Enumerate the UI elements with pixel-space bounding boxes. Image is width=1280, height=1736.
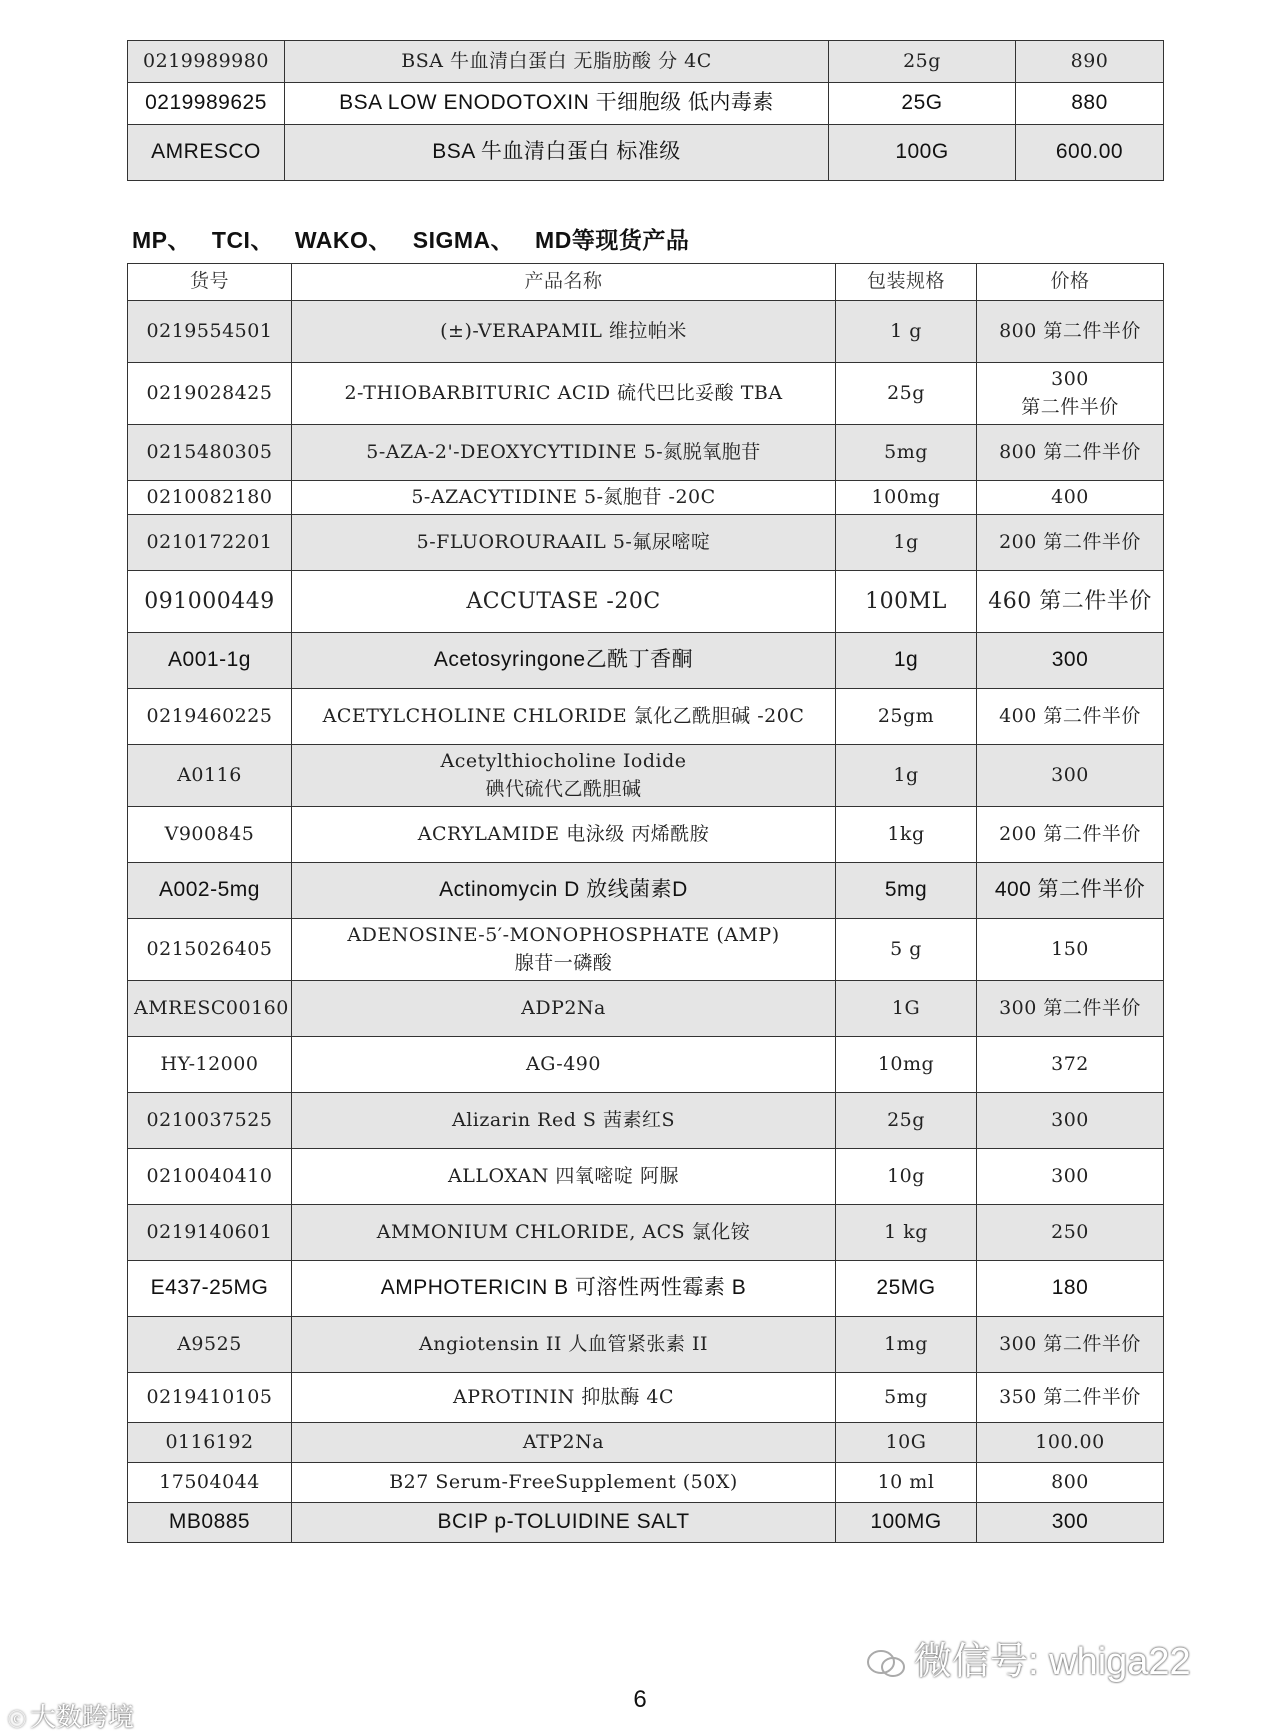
page-number: 6 bbox=[633, 1686, 647, 1713]
cell-size: 1kg bbox=[836, 807, 977, 863]
wechat-icon bbox=[866, 1649, 906, 1679]
cell-price: 460 第二件半价 bbox=[977, 571, 1164, 633]
cell-price: 300 bbox=[977, 1503, 1164, 1543]
cell-code: 0210037525 bbox=[128, 1093, 292, 1149]
table-row bbox=[128, 689, 1164, 745]
cell-price: 880 bbox=[1016, 83, 1164, 125]
cell-name: AMMONIUM CHLORIDE, ACS 氯化铵 bbox=[292, 1205, 836, 1261]
cell-name: Actinomycin D 放线菌素D bbox=[292, 863, 836, 919]
cell-code: E437-25MG bbox=[128, 1261, 292, 1317]
cell-name: 5-AZA-2'-DEOXYCYTIDINE 5-氮脱氧胞苷 bbox=[292, 425, 836, 481]
cell-name: BCIP p-TOLUIDINE SALT bbox=[292, 1503, 836, 1543]
cell-size: 25g bbox=[836, 363, 977, 425]
cell-price: 800 bbox=[977, 1463, 1164, 1503]
cell-name: AG-490 bbox=[292, 1037, 836, 1093]
cell-size: 1g bbox=[836, 515, 977, 571]
table-row bbox=[128, 1205, 1164, 1261]
table-row bbox=[128, 1093, 1164, 1149]
watermark-right-text: 微信号: whiga22 bbox=[914, 1641, 1191, 1683]
cell-code: A001-1g bbox=[128, 633, 292, 689]
cell-name: ACCUTASE -20C bbox=[292, 571, 836, 633]
cell-code: 0215026405 bbox=[128, 919, 292, 981]
cell-code: MB0885 bbox=[128, 1503, 292, 1543]
header-name: 产品名称 bbox=[292, 264, 836, 301]
cell-size: 100MG bbox=[836, 1503, 977, 1543]
cell-name: ACETYLCHOLINE CHLORIDE 氯化乙酰胆碱 -20C bbox=[292, 689, 836, 745]
table-row bbox=[128, 745, 1164, 807]
cell-code: 17504044 bbox=[128, 1463, 292, 1503]
header-size: 包装规格 bbox=[836, 264, 977, 301]
cell-price: 890 bbox=[1016, 41, 1164, 83]
table-row bbox=[128, 481, 1164, 515]
cell-name: ADP2Na bbox=[292, 981, 836, 1037]
cell-price: 300 第二件半价 bbox=[977, 1317, 1164, 1373]
table-row bbox=[128, 1037, 1164, 1093]
cell-code: 0116192 bbox=[128, 1423, 292, 1463]
table-row bbox=[128, 571, 1164, 633]
cell-size: 25gm bbox=[836, 689, 977, 745]
product-price-table bbox=[127, 263, 1164, 1543]
cell-code: 0219989980 bbox=[128, 41, 285, 83]
table-row bbox=[128, 363, 1164, 425]
table-row bbox=[128, 1373, 1164, 1423]
cell-size: 100G bbox=[829, 125, 1016, 181]
table-row bbox=[128, 919, 1164, 981]
cell-code: A0116 bbox=[128, 745, 292, 807]
header-price: 价格 bbox=[977, 264, 1164, 301]
cell-size: 10mg bbox=[836, 1037, 977, 1093]
table-row bbox=[128, 1423, 1164, 1463]
cell-code: 0219460225 bbox=[128, 689, 292, 745]
cell-code: 0210172201 bbox=[128, 515, 292, 571]
cell-name: ALLOXAN 四氧嘧啶 阿脲 bbox=[292, 1149, 836, 1205]
cell-name: BSA LOW ENODOTOXIN 干细胞级 低内毒素 bbox=[285, 83, 829, 125]
cell-size: 25g bbox=[836, 1093, 977, 1149]
cell-size: 1mg bbox=[836, 1317, 977, 1373]
cell-code: 0210040410 bbox=[128, 1149, 292, 1205]
cell-name: 5-AZACYTIDINE 5-氮胞苷 -20C bbox=[292, 481, 836, 515]
cell-size: 10g bbox=[836, 1149, 977, 1205]
cell-price: 300 第二件半价 bbox=[977, 363, 1164, 425]
cell-name: AMPHOTERICIN B 可溶性两性霉素 B bbox=[292, 1261, 836, 1317]
cell-name: B27 Serum-FreeSupplement (50X) bbox=[292, 1463, 836, 1503]
cell-price: 600.00 bbox=[1016, 125, 1164, 181]
cell-size: 100ML bbox=[836, 571, 977, 633]
cell-price: 100.00 bbox=[977, 1423, 1164, 1463]
cell-size: 5 g bbox=[836, 919, 977, 981]
cell-size: 5mg bbox=[836, 1373, 977, 1423]
cell-name: ACRYLAMIDE 电泳级 丙烯酰胺 bbox=[292, 807, 836, 863]
watermark-right bbox=[866, 1630, 1191, 1685]
cell-size: 25g bbox=[829, 41, 1016, 83]
cell-name: 2-THIOBARBITURIC ACID 硫代巴比妥酸 TBA bbox=[292, 363, 836, 425]
cell-name: ATP2Na bbox=[292, 1423, 836, 1463]
table-row bbox=[128, 41, 1164, 83]
watermark-left-text: 大数跨境 bbox=[30, 1702, 135, 1732]
cell-code: 0215480305 bbox=[128, 425, 292, 481]
cell-price: 400 bbox=[977, 481, 1164, 515]
table-row bbox=[128, 1317, 1164, 1373]
cell-name: APROTININ 抑肽酶 4C bbox=[292, 1373, 836, 1423]
cell-size: 5mg bbox=[836, 863, 977, 919]
section-title: MP、 TCI、 WAKO、 SIGMA、 MD等现货产品 bbox=[132, 227, 690, 253]
cell-size: 1g bbox=[836, 745, 977, 807]
cell-size: 25MG bbox=[836, 1261, 977, 1317]
cell-size: 100mg bbox=[836, 481, 977, 515]
table-row bbox=[128, 425, 1164, 481]
table-row bbox=[128, 863, 1164, 919]
cell-code: 091000449 bbox=[128, 571, 292, 633]
cell-name: Alizarin Red S 茜素红S bbox=[292, 1093, 836, 1149]
table-row bbox=[128, 1463, 1164, 1503]
cell-code: HY-12000 bbox=[128, 1037, 292, 1093]
cell-price: 400 第二件半价 bbox=[977, 689, 1164, 745]
cell-code: AMRESC00160 bbox=[128, 981, 292, 1037]
cell-price: 200 第二件半价 bbox=[977, 807, 1164, 863]
cell-code: 0210082180 bbox=[128, 481, 292, 515]
cell-code: V900845 bbox=[128, 807, 292, 863]
table-row bbox=[128, 125, 1164, 181]
cell-code: 0219140601 bbox=[128, 1205, 292, 1261]
cell-price: 300 bbox=[977, 1093, 1164, 1149]
cell-price: 350 第二件半价 bbox=[977, 1373, 1164, 1423]
cell-price: 372 bbox=[977, 1037, 1164, 1093]
cell-price: 180 bbox=[977, 1261, 1164, 1317]
cell-size: 5mg bbox=[836, 425, 977, 481]
cell-price: 300 bbox=[977, 1149, 1164, 1205]
cell-price: 300 bbox=[977, 633, 1164, 689]
table-row bbox=[128, 633, 1164, 689]
table-row bbox=[128, 515, 1164, 571]
cell-price: 300 第二件半价 bbox=[977, 981, 1164, 1037]
cell-name: Acetylthiocholine Iodide 碘代硫代乙酰胆碱 bbox=[292, 745, 836, 807]
cell-name: 5-FLUOROURAAIL 5-氟尿嘧啶 bbox=[292, 515, 836, 571]
cell-size: 10 ml bbox=[836, 1463, 977, 1503]
logo-icon: ⓒ bbox=[8, 1710, 26, 1730]
cell-code: A9525 bbox=[128, 1317, 292, 1373]
cell-name: BSA 牛血清白蛋白 无脂肪酸 分 4C bbox=[285, 41, 829, 83]
cell-name: Angiotensin II 人血管紧张素 II bbox=[292, 1317, 836, 1373]
cell-size: 1 g bbox=[836, 301, 977, 363]
table-row bbox=[128, 1149, 1164, 1205]
header-code: 货号 bbox=[128, 264, 292, 301]
cell-code: 0219410105 bbox=[128, 1373, 292, 1423]
cell-name: BSA 牛血清白蛋白 标准级 bbox=[285, 125, 829, 181]
table-row bbox=[128, 83, 1164, 125]
cell-size: 1g bbox=[836, 633, 977, 689]
cell-code: AMRESCO bbox=[128, 125, 285, 181]
table-row bbox=[128, 1261, 1164, 1317]
cell-code: A002-5mg bbox=[128, 863, 292, 919]
watermark-left bbox=[8, 1697, 134, 1734]
cell-code: 0219028425 bbox=[128, 363, 292, 425]
cell-size: 1G bbox=[836, 981, 977, 1037]
table-row bbox=[128, 1503, 1164, 1543]
cell-price: 250 bbox=[977, 1205, 1164, 1261]
cell-price: 800 第二件半价 bbox=[977, 425, 1164, 481]
top-product-table bbox=[127, 40, 1164, 181]
table-row bbox=[128, 981, 1164, 1037]
cell-price: 200 第二件半价 bbox=[977, 515, 1164, 571]
cell-size: 25G bbox=[829, 83, 1016, 125]
cell-size: 1 kg bbox=[836, 1205, 977, 1261]
cell-price: 150 bbox=[977, 919, 1164, 981]
cell-price: 800 第二件半价 bbox=[977, 301, 1164, 363]
cell-code: 0219989625 bbox=[128, 83, 285, 125]
cell-name: (±)-VERAPAMIL 维拉帕米 bbox=[292, 301, 836, 363]
cell-price: 300 bbox=[977, 745, 1164, 807]
cell-price: 400 第二件半价 bbox=[977, 863, 1164, 919]
table-row bbox=[128, 301, 1164, 363]
cell-size: 10G bbox=[836, 1423, 977, 1463]
table-row bbox=[128, 807, 1164, 863]
cell-name: Acetosyringone乙酰丁香酮 bbox=[292, 633, 836, 689]
cell-name: ADENOSINE-5′-MONOPHOSPHATE (AMP) 腺苷一磷酸 bbox=[292, 919, 836, 981]
cell-code: 0219554501 bbox=[128, 301, 292, 363]
